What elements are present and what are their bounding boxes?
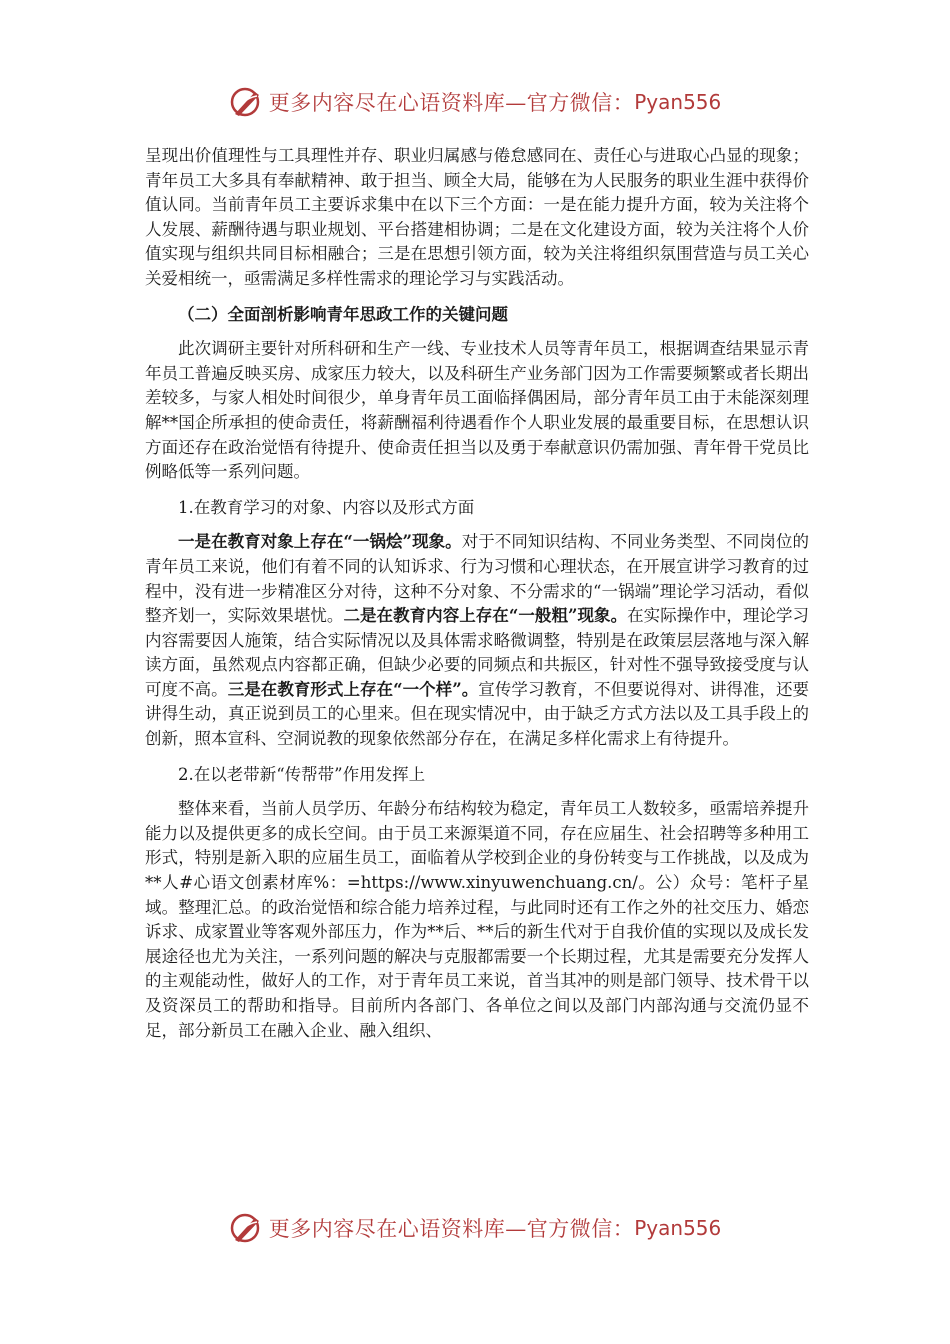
point-three-bold: 三是在教育形式上存在“一个样”。 (227, 679, 479, 699)
banner-text: 更多内容尽在心语资料库—官方微信： (268, 91, 635, 115)
paragraph-survey: 此次调研主要针对所科研和生产一线、专业技术人员等青年员工，根据调查结果显示青年员工普遍反映买房、成家压力较大，以及科研生产业务部门因为工作需要频繁或者长期出差较多，与家人相处时间很少，单身青年员工面临择偶困局，部分青年员工由于未能深刻理解**国企所承担的使命责任，将薪酬福利待遇看作个人职业发展的最重要目标，在思想认识方面还存在政治觉悟有待提升、使命责任担当以及勇于奉献意识仍需加强、青年骨干党员比例略低等一系列问题。 (145, 339, 809, 482)
pen-logo-icon (229, 1210, 265, 1246)
point-two-text: 在实际操作中，理论学习内容需要因人施策，结合实际情况以及具体需求略微调整，特别是在政策层层落地与深入解读方面，虽然观点内容都正确，但缺少必要的同频点和共振区，针对性不强导致接受度与认可度不高。 (145, 606, 810, 699)
pen-logo-icon (229, 84, 265, 120)
footer-banner (0, 1208, 950, 1248)
paragraph-mentoring: 整体来看，当前人员学历、年龄分布结构较为稳定，青年员工人数较多，亟需培养提升能力以及提供更多的成长空间。由于员工来源渠道不同，存在应届生、社会招聘等多种用工形式，特别是新入职的应届生员工，面临着从学校到企业的身份转变与工作挑战，以及成为**人#心语文创素材库%：=https://www.xinyuwenchuang.cn/。公）众号：笔杆子星域。整理汇总。的政治觉悟和综合能力培养过程，与此同时还有工作之外的社交压力、婚恋诉求、成家置业等客观外部压力，作为**后、**后的新生代对于自我价值的实现以及成长发展途径也尤为关注，一系列问题的解决与克服都需要一个长期过程，尤其是需要充分发挥人的主观能动性，做好人的工作，对于青年员工来说，首当其冲的则是部门领导、技术骨干以及资深员工的帮助和指导。目前所内各部门、各单位之间以及部门内部沟通与交流仍显不足，部分新员工在融入企业、融入组织、 (145, 799, 809, 1040)
banner-wechat-id: Pyan556 (634, 1216, 722, 1240)
subheading-mentoring: 2.在以老带新“传帮带”作用发挥上 (178, 764, 426, 784)
point-two-bold: 二是在教育内容上存在“一般粗”现象。 (343, 606, 628, 626)
section-heading-2: （二）全面剖析影响青年思政工作的关键问题 (178, 304, 508, 324)
point-one-bold: 一是在教育对象上存在“一锅烩”现象。 (178, 532, 462, 552)
point-one-text: 对于不同知识结构、不同业务类型、不同岗位的青年员工来说，他们有着不同的认知诉求、行为习惯和心理状态，在开展宣讲学习教育的过程中，没有进一步精准区分对待，这种不分对象、不分需求的“一锅端”理论学习活动，看似整齐划一，实际效果堪忧。 (145, 532, 810, 626)
subheading-education: 1.在教育学习的对象、内容以及形式方面 (178, 497, 475, 517)
header-banner (0, 82, 950, 122)
paragraph-education (145, 530, 809, 751)
banner-wechat-id: Pyan556 (634, 90, 722, 114)
banner-text: 更多内容尽在心语资料库—官方微信： (268, 1217, 635, 1241)
point-three-text: 宣传学习教育，不但要说得对、讲得准，还要讲得生动，真正说到员工的心里来。但在现实情况中，由于缺乏方式方法以及工具手段上的创新，照本宣科、空洞说教的现象依然部分存在，在满足多样化需求上有待提升。 (145, 679, 810, 749)
paragraph-intro: 呈现出价值理性与工具理性并存、职业归属感与倦怠感同在、责任心与进取心凸显的现象；青年员工大多具有奉献精神、敢于担当、顾全大局，能够在为人民服务的职业生涯中获得价值认同。当前青年员工主要诉求集中在以下三个方面：一是在能力提升方面，较为关注将个人发展、薪酬待遇与职业规划、平台搭建相协调；二是在文化建设方面，较为关注将个人价值实现与组织共同目标相融合；三是在思想引领方面，较为关注将组织氛围营造与员工关心关爱相统一，亟需满足多样性需求的理论学习与实践活动。 (145, 146, 809, 288)
document-body (145, 144, 809, 1043)
